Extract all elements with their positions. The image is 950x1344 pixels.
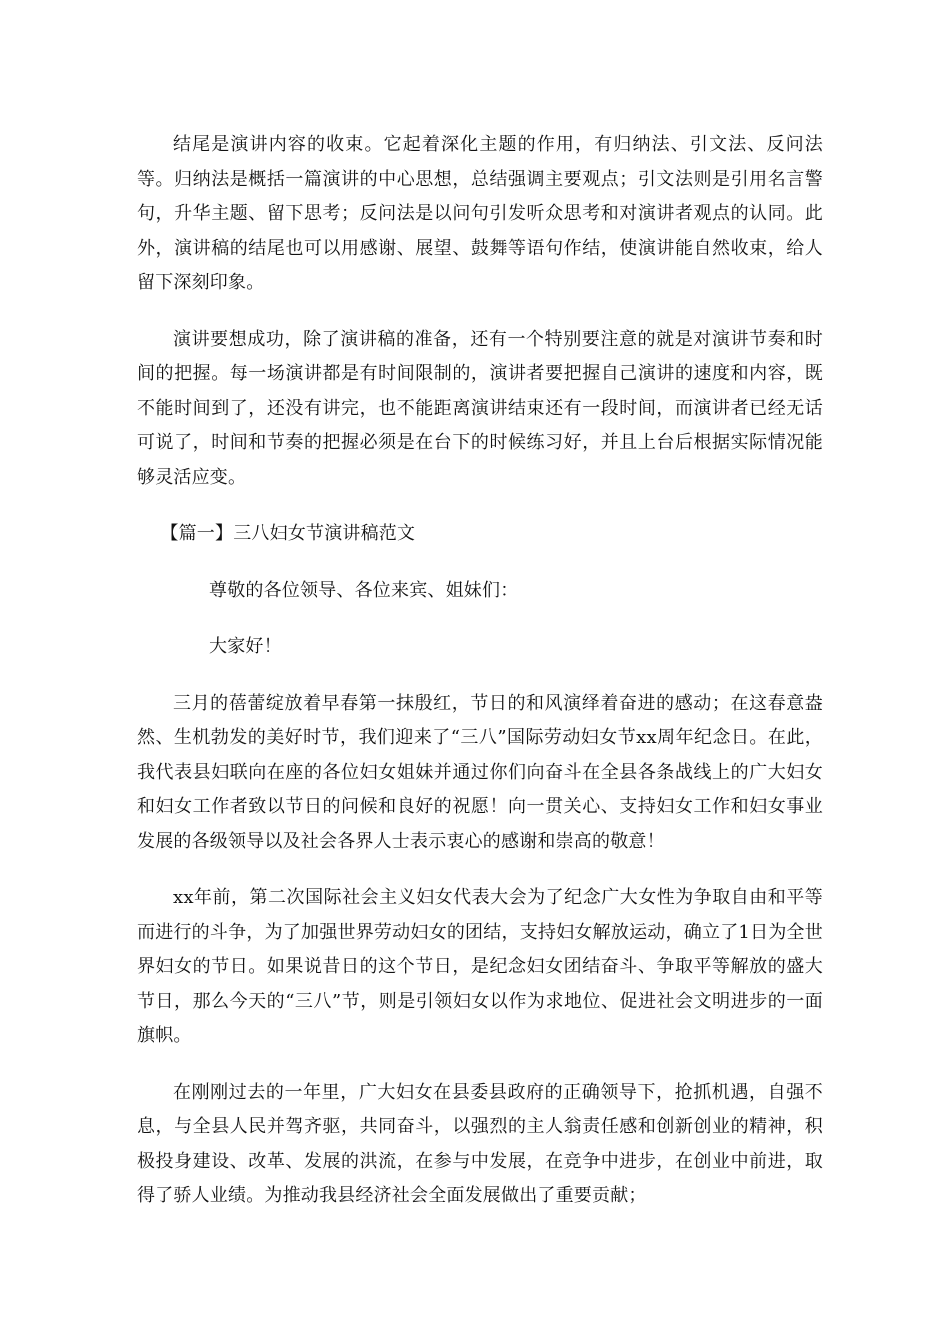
document-body bbox=[137, 128, 823, 1236]
greeting: 大家好！ bbox=[209, 636, 282, 657]
paragraph-timing: 演讲要想成功，除了演讲稿的准备，还有一个特别要注意的就是对演讲节奏和时间的把握。每一场演讲都是有时间限制的，演讲者要把握自己演讲的速度和内容，既不能时间到了，还没有讲完，也不能距离演讲结束还有一段时间，而演讲者已经无话可说了，时间和节奏的把握必须是在台下的时候练习好，并且上台后根据实际情况能够灵活应变。 bbox=[137, 328, 823, 488]
paragraph-history: xx年前，第二次国际社会主义妇女代表大会为了纪念广大女性为争取自由和平等而进行的斗争，为了加强世界劳动妇女的团结，支持妇女解放运动，确立了1日为全世界妇女的节日。如果说昔日的这个节日，是纪念妇女团结奋斗、争取平等解放的盛大节日，那么今天的“三八”节，则是引领妇女以作为求地位、促进社会文明进步的一面旗帜。 bbox=[137, 887, 823, 1046]
paragraph-achievements: 在刚刚过去的一年里，广大妇女在县委县政府的正确领导下，抢抓机遇，自强不息，与全县人民并驾齐驱，共同奋斗，以强烈的主人翁责任感和创新创业的精神，积极投身建设、改革、发展的洪流，在参与中发展，在竞争中进步，在创业中前进，取得了骄人业绩。为推动我县经济社会全面发展做出了重要贡献； bbox=[137, 1081, 823, 1206]
section-heading: 【篇一】三八妇女节演讲稿范文 bbox=[160, 523, 416, 544]
salutation: 尊敬的各位领导、各位来宾、姐妹们： bbox=[209, 579, 519, 601]
paragraph-ending: 结尾是演讲内容的收束。它起着深化主题的作用，有归纳法、引文法、反问法等。归纳法是概括一篇演讲的中心思想，总结强调主要观点；引文法则是引用名言警句，升华主题、留下思考；反问法是以问句引发听众思考和对演讲者观点的认同。此外，演讲稿的结尾也可以用感谢、展望、鼓舞等语句作结，使演讲能自然收束，给人留下深刻印象。 bbox=[137, 134, 823, 293]
paragraph-womens-day: 三月的蓓蕾绽放着早春第一抹殷红，节日的和风演绎着奋进的感动；在这春意盎然、生机勃发的美好时节，我们迎来了“三八”国际劳动妇女节xx周年纪念日。在此，我代表县妇联向在座的各位妇女姐妹并通过你们向奋斗在全县各条战线上的广大妇女和妇女工作者致以节日的问候和良好的祝愿！向一贯关心、支持妇女工作和妇女事业发展的各级领导以及社会各界人士表示衷心的感谢和崇高的敬意！ bbox=[137, 692, 823, 852]
